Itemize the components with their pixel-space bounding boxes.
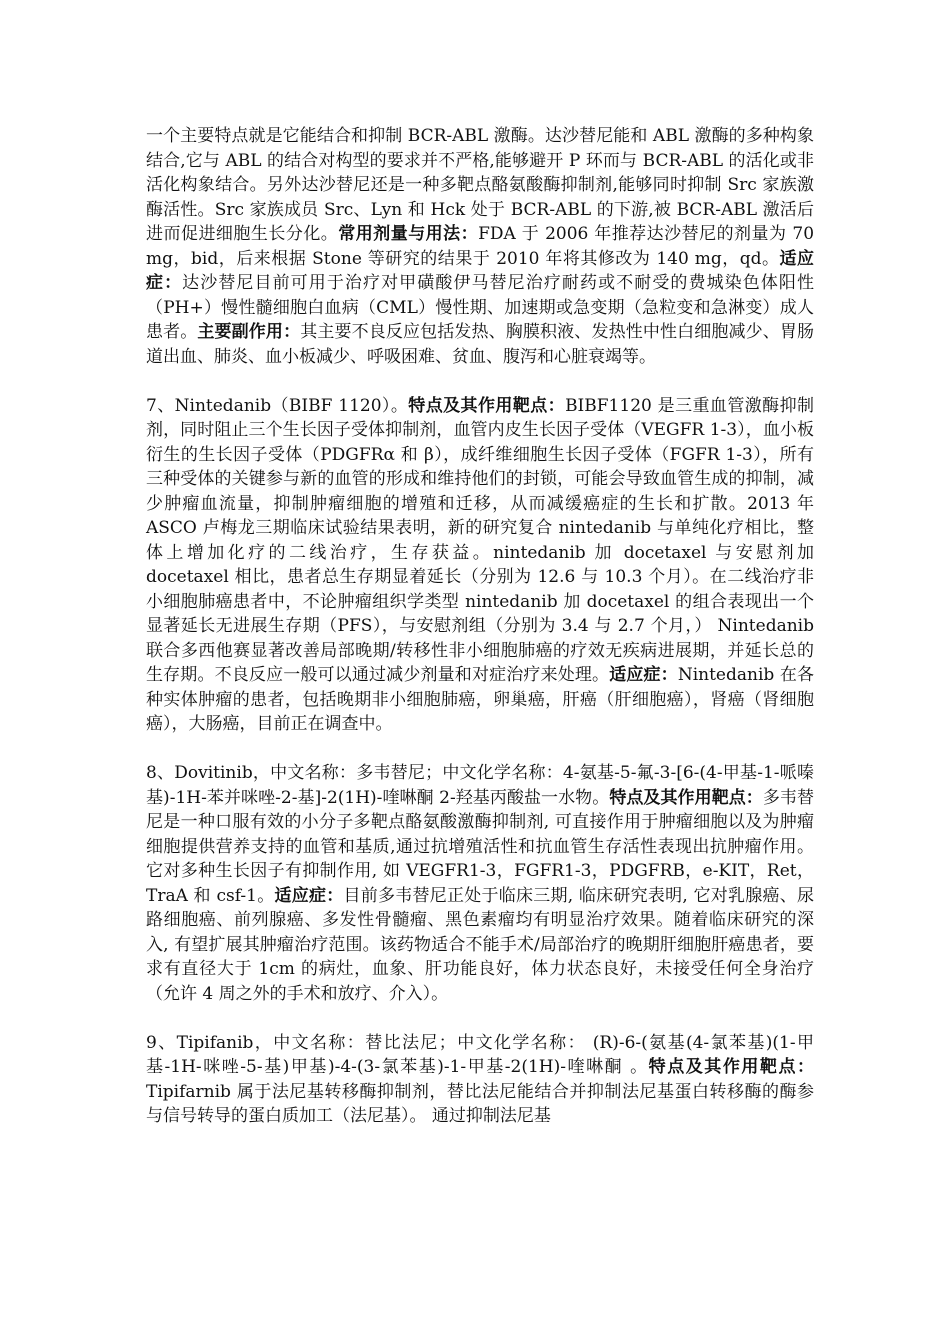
body-text: 多韦替尼是一种口服有效的小分子多靶点酪氨酸激酶抑制剂, 可直接作用于肿瘤细胞以及为肿瘤细胞提供营养支持的血管和基质,通过抗增殖活性和抗血管生存活性表现出抗肿瘤作用。 它对多种生长因子有抑制作用, 如 VEGFR1-3，FGFR1-3，PDGFRB，e-KIT，Ret，TraA 和 csf-1。 (146, 787, 814, 906)
body-text: 一个主要特点就是它能结合和抑制 BCR-ABL 激酶。达沙替尼能和 ABL 激酶的多种构象结合,它与 ABL 的结合对构型的要求并不严格,能够避开 P 环而与 BCR-ABL 的活化或非活化构象结合。另外达沙替尼还是一种多靶点酪氨酸酶抑制剂,能够同时抑制 Src 家族激酶活性。Src 家族成员 Src、Lyn 和 Hck 处于 BCR-ABL 的下游,被 BCR-ABL 激活后进而促进细胞生长分化。 (146, 126, 814, 244)
bold-heading-text: 常用剂量与用法： (338, 224, 479, 244)
bold-heading-text: 适应症： (609, 665, 678, 685)
paragraph (146, 394, 814, 737)
bold-heading-text: 主要副作用： (197, 322, 301, 342)
paragraph (146, 761, 814, 1006)
bold-heading-text: 特点及其作用靶点： (609, 787, 763, 808)
paragraph (146, 1031, 814, 1129)
body-text: 目前多韦替尼正处于临床三期, 临床研究表明, 它对乳腺癌、尿路细胞癌、前列腺癌、多发性骨髓瘤、黑色素瘤均有明显治疗效果。随着临床研究的深入, 有望扩展其肿瘤治疗范围。该药物适合不能手术/局部治疗的晚期肝细胞肝癌患者，要求有直径大于 1cm 的病灶，血象、肝功能良好，体力状态良好，未接受任何全身治疗（允许 4 周之外的手术和放疗、介入）。 (146, 885, 814, 1004)
body-text: 9、Tipifanib，中文名称：替比法尼；中文化学名称： (R)-6-(氨基(4-氯苯基)(1-甲基-1H-咪唑-5-基)甲基)-4-(3-氯苯基)-1-甲基-2(1H)-喹啉酮 。 (146, 1032, 814, 1077)
bold-heading-text: 适应症： (274, 885, 344, 906)
body-text: 达沙替尼目前可用于治疗对甲磺酸伊马替尼治疗耐药或不耐受的费城染色体阳性（PH+）慢性髓细胞白血病（CML）慢性期、加速期或急变期（急粒变和急淋变）成人患者。 (146, 273, 815, 342)
body-text: 其主要不良反应包括发热、胸膜积液、发热性中性白细胞减少、胃肠道出血、肺炎、血小板减少、呼吸困难、贫血、腹泻和心脏衰竭等。 (146, 322, 815, 367)
bold-heading-text: 特点及其作用靶点： (648, 1057, 815, 1077)
document-body (146, 124, 814, 1153)
body-text: BIBF1120 是三重血管激酶抑制剂，同时阻止三个生长因子受体抑制剂，血管内皮生长因子受体（VEGFR 1-3），血小板衍生的生长因子受体（PDGFRα 和 β），成纤维细胞生长因子受体（FGFR 1-3），所有三种受体的关键参与新的血管的形成和维持他们的封锁，可能会导致血管生成的抑制，减少肿瘤血流量，抑制肿瘤细胞的增殖和迁移，从而减缓癌症的生长和扩散。2013 年 ASCO 卢梅龙三期临床试验结果表明，新的研究复合 nintedanib 与单纯化疗相比，整体上增加化疗的二线治疗，生存获益。nintedanib 加 docetaxel 与安慰剂加 docetaxel 相比，患者总生存期显着延长（分别为 12.6 与 10.3 个月）。在二线治疗非小细胞肺癌患者中，不论肿瘤组织学类型 nintedanib 加 docetaxel 的组合表现出一个显著延长无进展生存期（PFS），与安慰剂组（分别为 3.4 与 2.7 个月，） Nintedanib 联合多西他赛显著改善局部晚期/转移性非小细胞肺癌的疗效无疾病进展期，并延长总的生存期。不良反应一般可以通过减少剂量和对症治疗来处理。 (146, 395, 815, 685)
body-text: 8、Dovitinib，中文名称：多韦替尼；中文化学名称：4-氨基-5-氟-3-[6-(4-甲基-1-哌嗪基)-1H-苯并咪唑-2-基]-2(1H)-喹啉酮 2-羟基丙酸盐一水物。 (146, 763, 814, 808)
bold-heading-text: 特点及其作用靶点： (408, 395, 566, 416)
paragraph (146, 124, 814, 369)
bold-heading-text: 适应症： (146, 248, 815, 293)
body-text: Tipifarnib 属于法尼基转移酶抑制剂，替比法尼能结合并抑制法尼基蛋白转移酶的酶参与信号转导的蛋白质加工（法尼基）。 通过抑制法尼基 (146, 1081, 814, 1126)
body-text: 7、Nintedanib（BIBF 1120）。 (146, 395, 409, 416)
body-text: FDA 于 2006 年推荐达沙替尼的剂量为 70 mg，bid，后来根据 Stone 等研究的结果于 2010 年将其修改为 140 mg，qd。 (146, 224, 815, 269)
body-text: Nintedanib 在各种实体肿瘤的患者，包括晚期非小细胞肺癌，卵巢癌，肝癌（肝细胞癌），肾癌（肾细胞癌），大肠癌，目前正在调查中。 (146, 665, 814, 734)
